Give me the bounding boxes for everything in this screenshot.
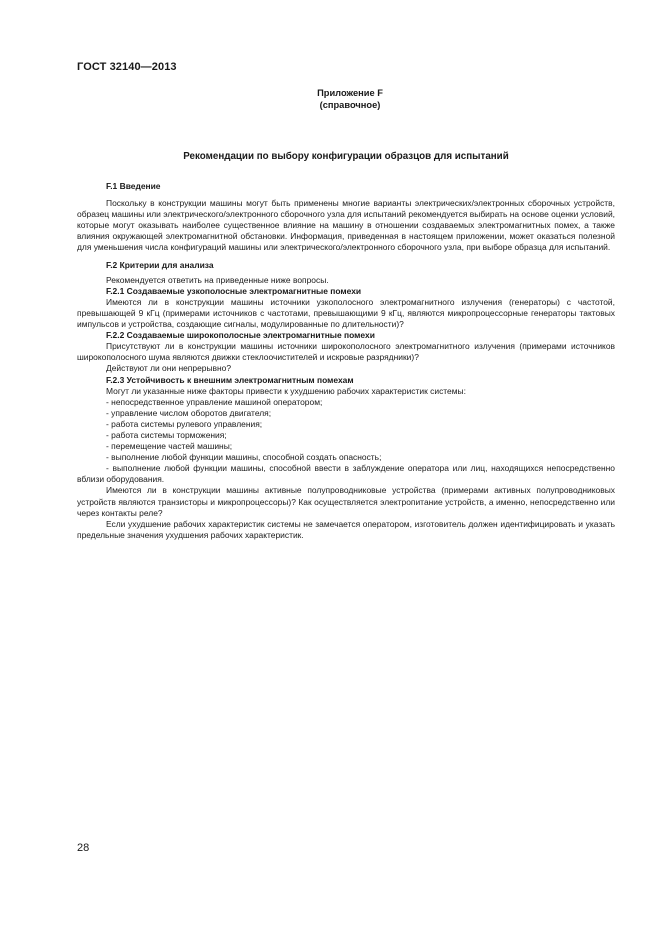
annex-title: Приложение F	[317, 88, 383, 98]
paragraph-f22: Присутствуют ли в конструкции машины источники широкополосного электромагнитного излучения (примерами источников широкополосного шума являются движки стеклоочистителей и искровые разрядники)?	[77, 341, 615, 363]
subsection-heading-f22: F.2.2 Создаваемые широкополосные электромагнитные помехи	[106, 330, 375, 341]
subsection-heading-f21: F.2.1 Создаваемые узкополосные электромагнитные помехи	[106, 285, 362, 296]
list-item: - выполнение любой функции машины, способной создать опасность;	[106, 452, 382, 463]
annex-status: (справочное)	[319, 99, 381, 110]
subsection-heading-f23: F.2.3 Устойчивость к внешним электромагнитным помехам	[106, 374, 354, 385]
section-heading-f1: F.1 Введение	[106, 181, 161, 191]
section-heading-f2: F.2 Критерии для анализа	[106, 259, 214, 270]
list-item: - работа системы торможения;	[106, 429, 227, 440]
list-item: - работа системы рулевого управления;	[106, 418, 263, 429]
document-title: Рекомендации по выбору конфигурации образцов для испытаний	[183, 151, 509, 162]
standard-code: ГОСТ 32140—2013	[77, 61, 177, 73]
paragraph-f23-degradation: Если ухудшение рабочих характеристик системы не замечается оператором, изготовитель должен идентифицировать и указать предельные значения ухудшения рабочих характеристик.	[77, 518, 615, 540]
paragraph-f23-intro: Могут ли указанные ниже факторы привести к ухудшению рабочих характеристик системы:	[106, 385, 466, 396]
paragraph-f21: Имеются ли в конструкции машины источники узкополосного электромагнитного излучения (генераторы) с частотой, превышающей 9 кГц (примерами источников с частотами, превышающими 9 кГц, являются микропроцессорные генераторы тактовых импульсов и устройства, создающие сигналы, модулированные по длительности)?	[77, 296, 615, 330]
list-item: - выполнение любой функции машины, способной ввести в заблуждение оператора или лиц, находящихся непосредственно вблизи оборудования.	[77, 463, 615, 485]
list-item: - перемещение частей машины;	[106, 441, 233, 452]
list-item: - управление числом оборотов двигателя;	[106, 407, 272, 418]
page-number: 28	[77, 842, 90, 854]
paragraph-f23-semiconductors: Имеются ли в конструкции машины активные полупроводниковые устройства (примерами активных полупроводниковых устройств являются транзисторы и микропроцессоры)? Как осуществляется электропитание устройств, а именно, непосредственно или через контакты реле?	[77, 485, 615, 518]
annex-heading	[200, 88, 500, 111]
document-body	[77, 181, 615, 541]
paragraph-f2-intro: Рекомендуется ответить на приведенные ниже вопросы.	[106, 274, 329, 285]
list-item: - непосредственное управление машиной оператором;	[106, 396, 323, 407]
paragraph-f22-question: Действуют ли они непрерывно?	[106, 363, 232, 374]
paragraph-f1-intro: Поскольку в конструкции машины могут быть применены многие варианты электрических/электронных сборочных устройств, образец машины или электрического/электронного сборочного узла для испытаний рекомендуется выбирать на основе оценки условий, которые могут оказывать наиболее существенное влияние на машину в отношении создаваемых электромагнитных помех, а также влияния окружающей электромагнитной обстановки. Информация, приведенная в настоящем приложении, может оказаться полезной для уменьшения числа конфигураций машины или электрического/электронного сборочного узла, при выборе образца для испытаний.	[77, 198, 615, 253]
